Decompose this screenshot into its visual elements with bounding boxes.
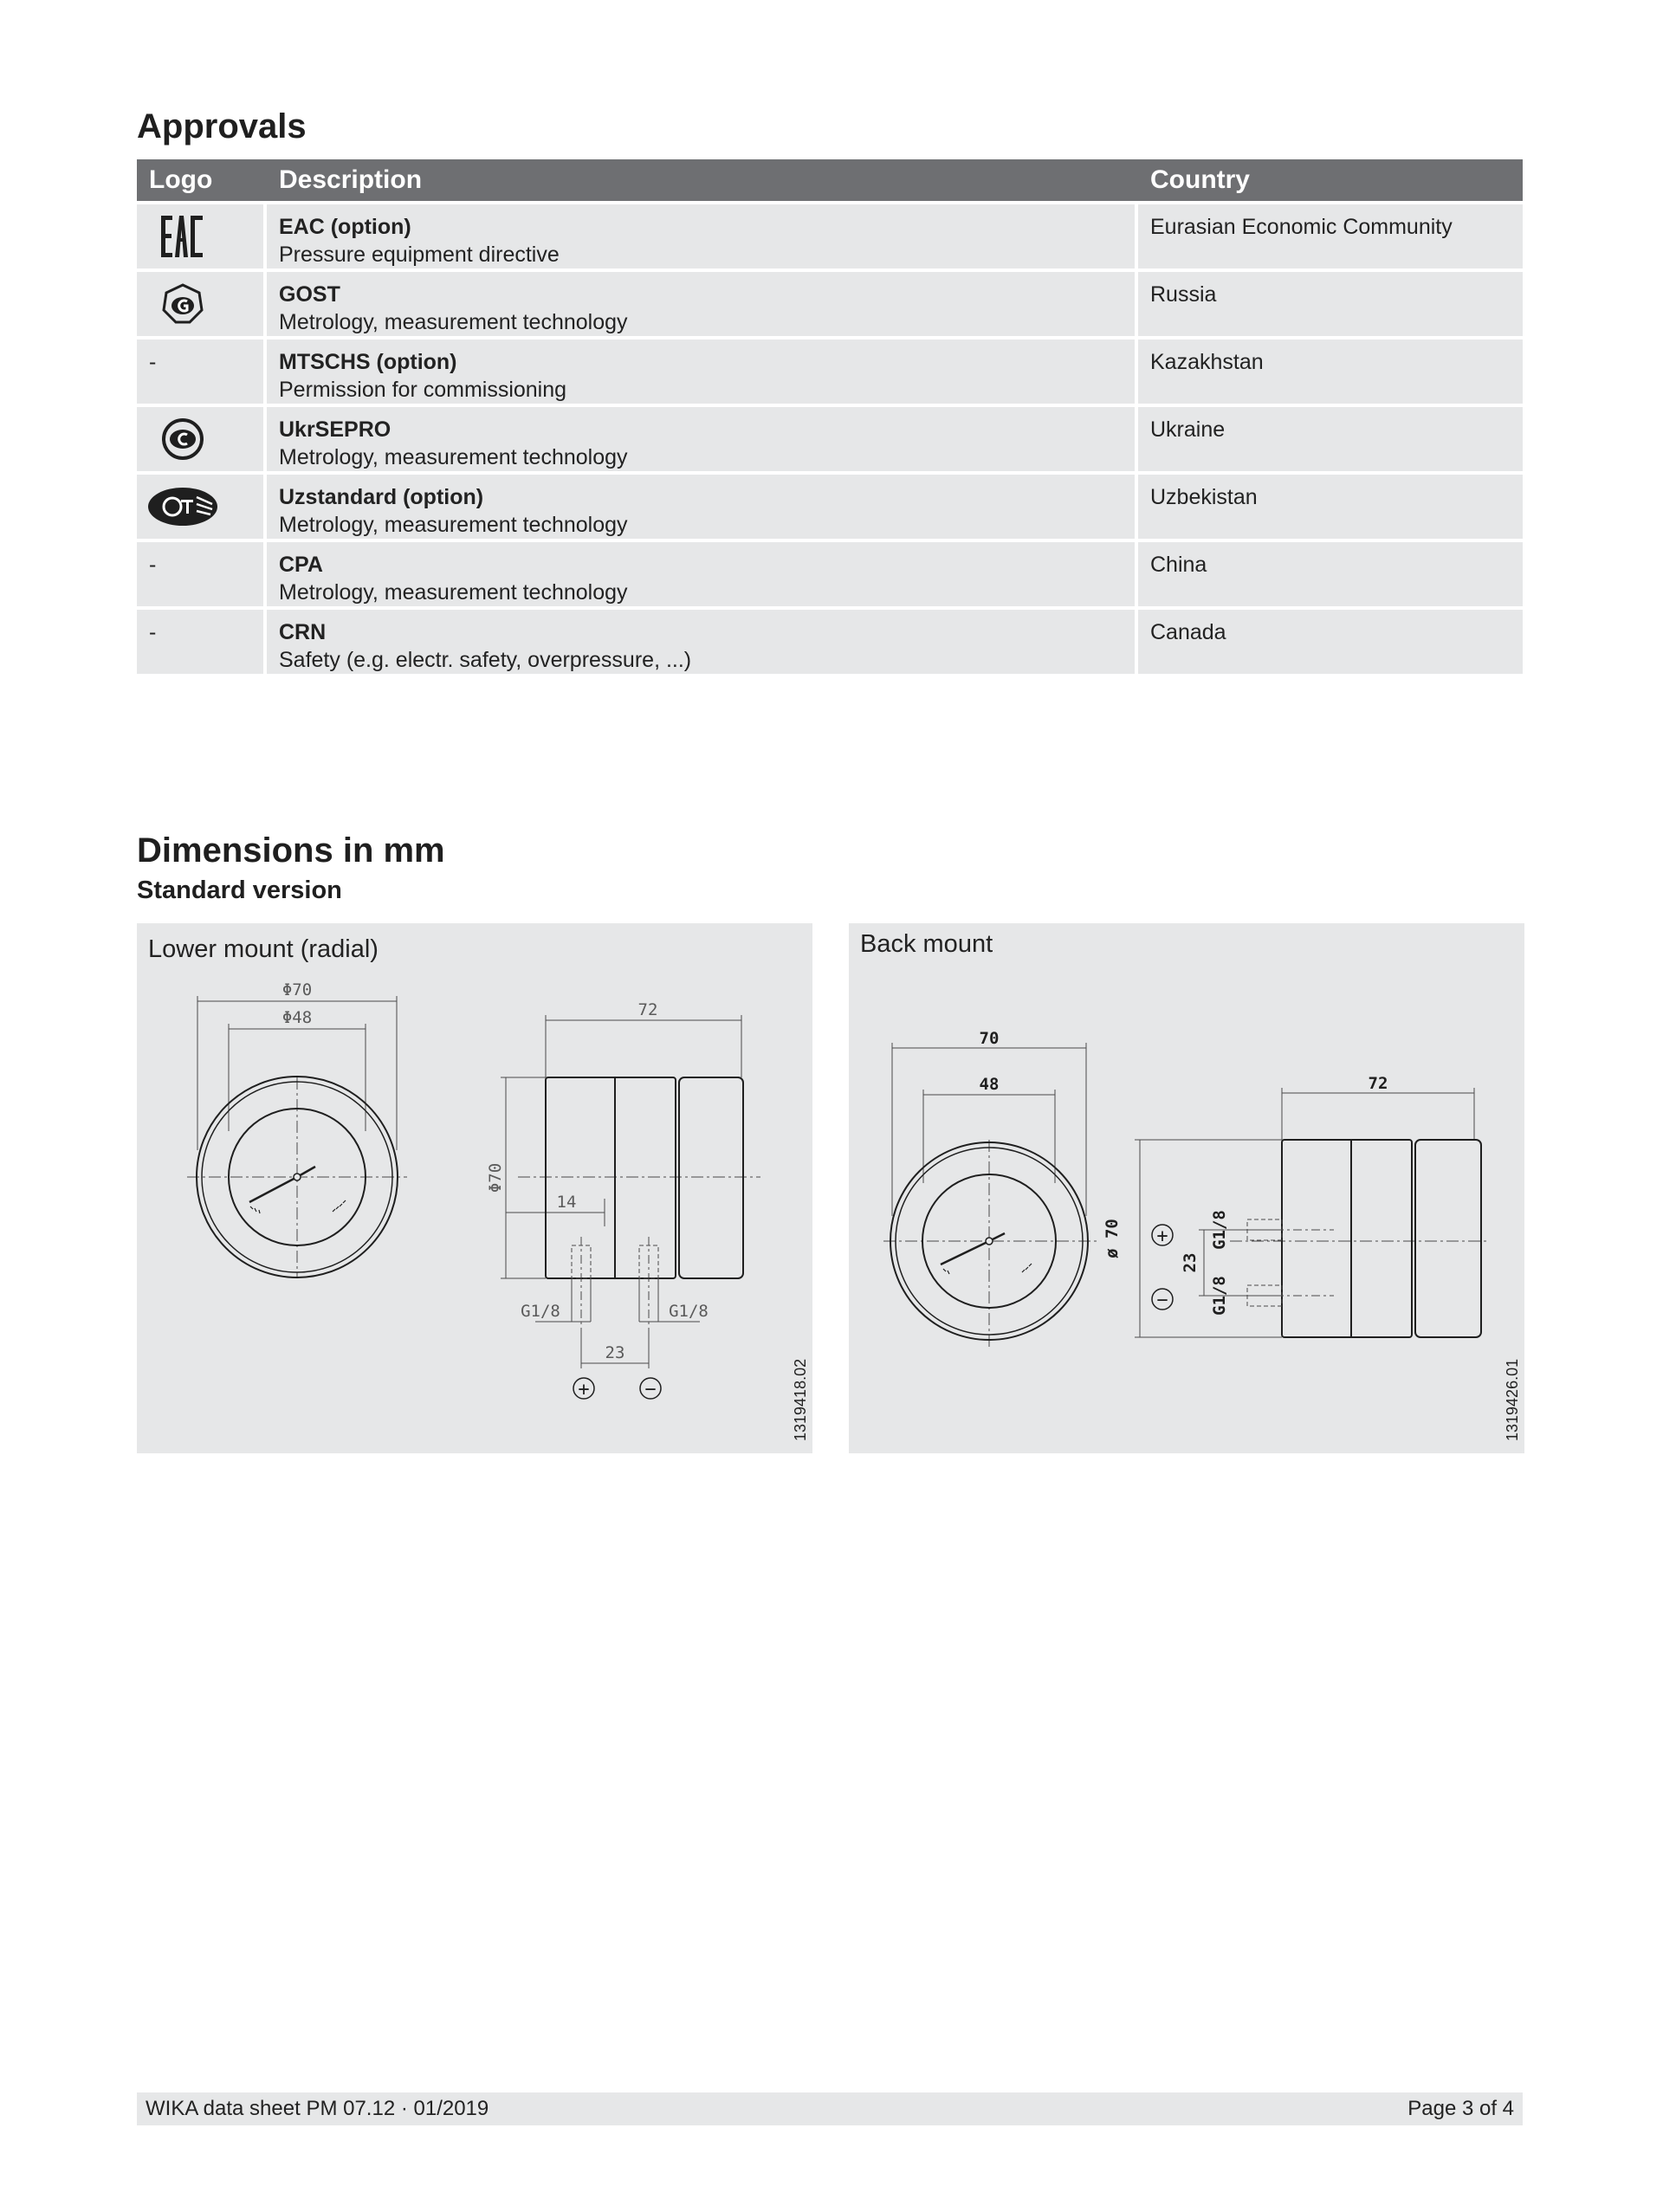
dim-inner-diameter: 48 [979,1075,1000,1094]
table-row [137,407,1523,471]
approval-detail: Permission for commissioning [279,378,567,402]
dim-side-diameter: Φ70 [486,1162,505,1193]
drawing-number: 1319426.01 [1504,1358,1521,1441]
country-cell: Uzbekistan [1138,475,1523,539]
logo-cell [137,475,263,539]
footer-document-id: WIKA data sheet PM 07.12 · 01/2019 [146,2097,489,2120]
table-row [137,204,1523,268]
description-cell [267,475,1135,539]
ukrsepro-mark-icon [144,411,222,467]
approval-detail: Safety (e.g. electr. safety, overpressure, ...) [279,648,692,672]
dim-side-diameter: ø 70 [1103,1219,1122,1258]
table-row [137,340,1523,404]
minus-port-label: − [1156,1290,1168,1311]
approvals-table [137,159,1523,674]
country-cell: Eurasian Economic Community [1138,204,1523,268]
table-row [137,610,1523,674]
approval-name: CPA [279,553,323,577]
dim-depth: 72 [637,1000,658,1019]
eac-mark-icon [144,209,222,264]
country-cell: Canada [1138,610,1523,674]
dim-thread-bottom: G1/8 [1210,1276,1229,1316]
description-cell [267,204,1135,268]
approval-detail: Metrology, measurement technology [279,513,628,537]
logo-cell [137,407,263,471]
page-footer [137,2092,1523,2125]
dim-offset: 14 [556,1193,577,1212]
lower-mount-title: Lower mount (radial) [148,935,379,963]
approval-detail: Metrology, measurement technology [279,445,628,469]
logo-cell [137,204,263,268]
column-header-description: Description [279,165,423,194]
table-row [137,272,1523,336]
approval-detail: Metrology, measurement technology [279,310,628,334]
dimensions-heading: Dimensions in mm [137,831,445,870]
table-header [137,159,1523,201]
approval-name: CRN [279,620,327,644]
logo-cell: - [137,340,263,404]
lower-mount-drawing [137,923,812,1453]
description-cell [267,407,1135,471]
description-cell [267,272,1135,336]
dim-thread-top: G1/8 [1210,1210,1229,1250]
back-mount-panel [849,923,1524,1453]
dim-inner-diameter: Φ48 [281,1008,313,1027]
country-cell: Russia [1138,272,1523,336]
table-row [137,542,1523,606]
gost-mark-icon [144,276,222,332]
dim-thread-left: G1/8 [521,1302,560,1321]
dim-outer-diameter: Φ70 [281,980,313,999]
plus-port-label: + [578,1379,590,1400]
uzstandard-mark-icon [144,479,222,534]
plus-port-label: + [1156,1226,1168,1247]
dim-spacing: 23 [1181,1252,1200,1273]
logo-cell [137,272,263,336]
approval-name: MTSCHS (option) [279,350,457,374]
approval-name: EAC (option) [279,215,411,239]
description-cell [267,340,1135,404]
dimensions-subheading: Standard version [137,876,342,904]
back-mount-title: Back mount [860,930,993,958]
description-cell [267,610,1135,674]
column-header-logo: Logo [149,165,213,194]
dim-depth: 72 [1368,1074,1388,1093]
table-row [137,475,1523,539]
back-mount-drawing [849,923,1524,1453]
dim-spacing: 23 [605,1343,625,1362]
country-cell: Ukraine [1138,407,1523,471]
drawing-number: 1319418.02 [792,1358,809,1441]
approval-name: GOST [279,282,340,307]
footer-page-number: Page 3 of 4 [1407,2097,1514,2120]
approval-name: Uzstandard (option) [279,485,484,509]
approval-detail: Pressure equipment directive [279,243,560,267]
description-cell [267,542,1135,606]
minus-port-label: − [644,1379,657,1400]
approvals-heading: Approvals [137,107,307,146]
dim-thread-right: G1/8 [669,1302,709,1321]
country-cell: China [1138,542,1523,606]
logo-cell: - [137,542,263,606]
country-cell: Kazakhstan [1138,340,1523,404]
column-header-country: Country [1150,165,1250,194]
approval-name: UkrSEPRO [279,417,391,442]
lower-mount-panel [137,923,812,1453]
logo-cell: - [137,610,263,674]
dim-outer-diameter: 70 [979,1029,1000,1048]
approval-detail: Metrology, measurement technology [279,580,628,605]
